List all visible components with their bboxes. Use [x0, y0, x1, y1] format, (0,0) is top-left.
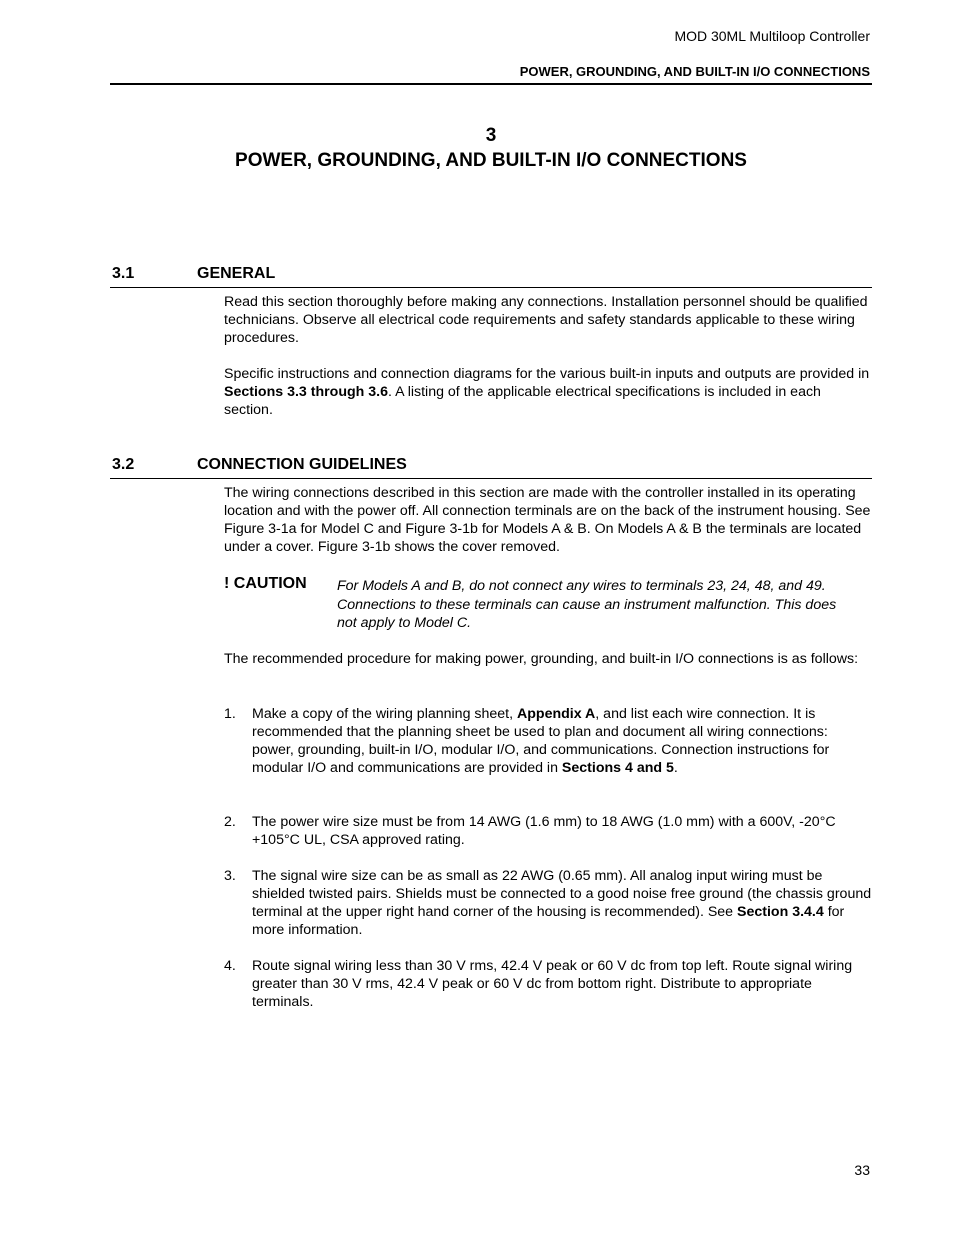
chapter-title: POWER, GROUNDING, AND BUILT-IN I/O CONNECTIONS — [235, 150, 747, 171]
chapter-number: 3 — [485, 125, 497, 146]
guidelines-paragraph-1: The wiring connections described in this section are made with the controller installed in its operating location and with the power off. All connection terminals are on the back of the instrument housing. See Figure 3-1a for Model C and Figure 3-1b for Models A & B. On Models A & B the terminals are located under a cover. Figure 3-1b shows the cover removed. — [224, 485, 871, 555]
list-item-number: 3. — [224, 868, 236, 884]
caution-text: For Models A and B, do not connect any wires to terminals 23, 24, 48, and 49. Connections to these terminals can cause an instrument malfunction. This does not apply to Model C. — [337, 578, 837, 631]
section-rule — [110, 287, 872, 288]
list-item-number: 4. — [224, 958, 236, 974]
section-title: GENERAL — [197, 265, 276, 282]
sections-reference: Sections 3.3 through 3.6 — [224, 384, 388, 400]
running-header-title: MOD 30ML Multiloop Controller — [674, 28, 870, 44]
text-run: for more information. — [252, 904, 845, 938]
list-item-text — [252, 867, 872, 939]
section-number: 3.1 — [112, 265, 135, 282]
list-item-text — [252, 705, 872, 777]
section-reference: Section 3.4.4 — [737, 904, 824, 920]
page-number: 33 — [854, 1162, 870, 1178]
sections-reference: Sections 4 and 5 — [561, 760, 674, 776]
text-run: The signal wire size can be as small as 22 AWG (0.65 mm). All analog input wiring must be shielded twisted pairs. Shields must be connected to a good noise free ground (the chassis ground terminal at the upper right hand corner of the housing is recommended). See — [252, 868, 872, 920]
caution-label: ! CAUTION — [224, 575, 307, 592]
header-rule — [110, 83, 872, 85]
appendix-reference: Appendix A — [517, 706, 596, 722]
section-title: CONNECTION GUIDELINES — [197, 456, 407, 473]
text-run: . — [673, 760, 678, 776]
section-rule — [110, 478, 872, 479]
list-item-number: 2. — [224, 814, 236, 830]
section-number: 3.2 — [112, 456, 135, 473]
running-header-subtitle: POWER, GROUNDING, AND BUILT-IN I/O CONNECTIONS — [519, 64, 870, 79]
guidelines-paragraph-2: The recommended procedure for making power, grounding, and built-in I/O connections is as follows: — [224, 651, 859, 667]
list-item-number: 1. — [224, 706, 236, 722]
list-item-text: The power wire size must be from 14 AWG (1.6 mm) to 18 AWG (1.0 mm) with a 600V, -20°C +105°C UL, CSA approved rating. — [252, 814, 836, 848]
list-item-text: Route signal wiring less than 30 V rms, 42.4 V peak or 60 V dc from top left. Route signal wiring greater than 30 V rms, 42.4 V peak or 60 V dc from bottom right. Distribute to appropriate terminals. — [252, 958, 853, 1010]
text-run: , and list each wire connection. It is recommended that the planning sheet be used to plan and document all wiring connections: power, grounding, built-in I/O, modular I/O, and communications. Connection instructions for modular I/O and communications are provided in — [252, 706, 830, 776]
text-run: . A listing of the applicable electrical specifications is included in each section. — [224, 384, 821, 418]
text-run: Make a copy of the wiring planning sheet, — [252, 706, 517, 722]
general-paragraph-2 — [224, 365, 872, 419]
text-run: Specific instructions and connection diagrams for the various built-in inputs and outputs are provided in — [224, 366, 870, 382]
general-paragraph-1: Read this section thoroughly before making any connections. Installation personnel should be qualified technicians. Observe all electrical code requirements and safety standards applicable to these wiring procedures. — [224, 294, 868, 346]
